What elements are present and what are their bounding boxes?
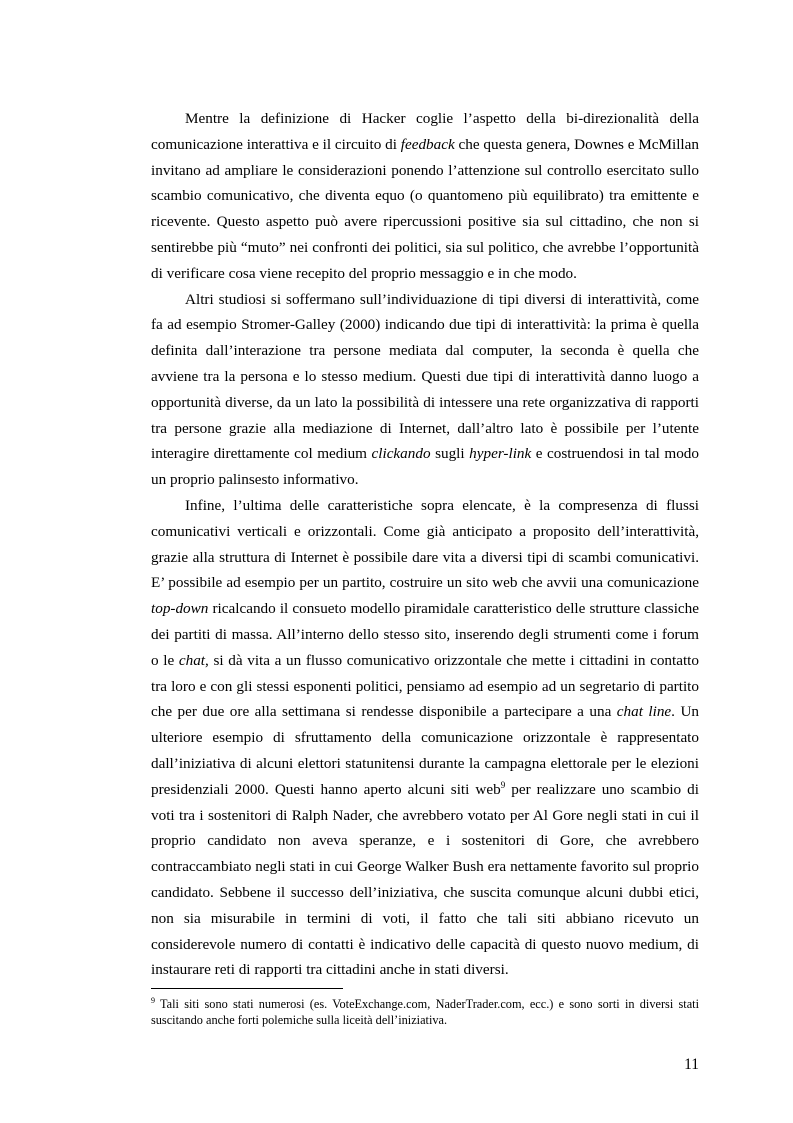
footnote-reference[interactable]: 9 [500,779,506,790]
italic-term-chat-line: chat line [616,703,672,721]
footnote-text: Tali siti sono stati numerosi (es. VoteExchange.com, NaderTrader.com, ecc.) e sono sorti in diversi stati suscitando anche forti polemiche sulla liceità dell’iniziativa. [151,997,699,1027]
body-text [151,106,699,983]
italic-term-chat: chat [178,651,206,669]
italic-term-hyper-link: hyper-link [469,445,532,463]
italic-term-clickando: clickando [371,445,431,463]
footnote-number: 9 [151,996,155,1005]
paragraph-3: Infine, l’ultima delle caratteristiche sopra elencate, è la compresenza di flussi comunicativi verticali e orizzontali. Come già anticipato a proposito dell’interattività, grazie alla struttura di Internet è possibile dare vita a diversi tipi di scambi comunicativi. E’ possibile ad esempio per un partito, costruire un sito web che avvii una comunicazione top-down ricalcando il consueto modello piramidale caratteristico delle strutture classiche dei partiti di massa. All’interno dello stesso sito, inserendo degli strumenti come i forum o le chat, si dà vita a un flusso comunicativo orizzontale che mette i cittadini in contatto tra loro e con gli stessi esponenti politici, pensiamo ad esempio ad un segretario di partito che per due ore alla settimana si rendesse disponibile a partecipare a una chat line. Un ulteriore esempio di sfruttamento della comunicazione orizzontale è rappresentato dall’iniziativa di alcuni elettori statunitensi durante la campagna elettorale per le elezioni presidenziali 2000. Questi hanno aperto alcuni siti web$^9$ per realizzare uno scambio di voti tra i sostenitori di Ralph Nader, che avrebbero votato per Al Gore negli stati in cui il proprio candidato non aveva speranze, e i sostenitori di Gore, che avrebbero contraccambiato negli stati in cui George Walker Bush era nettamente favorito sul proprio candidato. Sebbene il successo dell’iniziativa, che suscita comunque alcuni dubbi etici, non sia misurabile in termini di voti, il fatto che tali siti abbiano ricevuto un considerevole numero di contatti è indicativo delle capacità di questo nuovo medium, di instaurare reti di rapporti tra cittadini anche in stati diversi. [151,496,699,979]
footnote [151,996,699,1028]
paragraph-2: Altri studiosi si soffermano sull’individuazione di tipi diversi di interattività, come fa ad esempio Stromer-Galley (2000) indicando due tipi di interattività: la prima è quella definita dall’interazione tra persone mediata dal computer, la seconda è quella che avviene tra la persona e lo stesso medium. Questi due tipi di interattività danno luogo a opportunità diverse, da un lato la possibilità di intessere una rete organizzativa di rapporti tra persone grazie alla mediazione di Internet, dall’altro lato è possibile per l’utente interagire direttamente col medium clickando sugli hyper-link e costruendosi in tal modo un proprio palinsesto informativo. [151,290,699,489]
footnote-separator [151,988,343,989]
paragraph-1: Mentre la definizione di Hacker coglie l’aspetto della bi-direzionalità della comunicazione interattiva e il circuito di feedback che questa genera, Downes e McMillan invitano ad ampliare le considerazioni ponendo l’attenzione sul controllo esercitato sullo scambio comunicativo, che diventa equo (o quantomeno più equilibrato) tra emittente e ricevente. Questo aspetto può avere ripercussioni positive sia sul cittadino, che non si sentirebbe più “muto” nei confronti dei politici, sia sul politico, che avrebbe l’opportunità di verificare cosa viene recepito del proprio messaggio e in che modo. [151,110,699,282]
italic-term-top-down: top-down [151,600,209,618]
page-number: 11 [684,1056,699,1073]
italic-term-feedback: feedback [400,135,455,153]
